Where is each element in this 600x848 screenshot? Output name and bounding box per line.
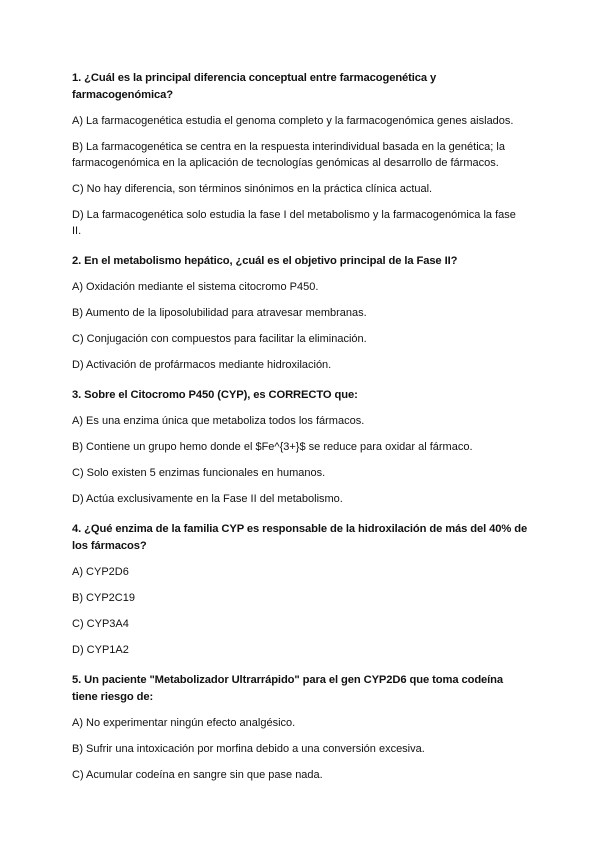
- answer-option: B) Sufrir una intoxicación por morfina debido a una conversión excesiva.: [72, 743, 425, 755]
- question-title: 5. Un paciente "Metabolizador Ultrarrápido" para el gen CYP2D6 que toma codeína tiene riesgo de:: [72, 674, 504, 703]
- answer-option: B) Aumento de la liposolubilidad para atravesar membranas.: [72, 307, 367, 319]
- document-page: [72, 70, 528, 797]
- question-4: [72, 521, 528, 658]
- question-title: 1. ¿Cuál es la principal diferencia conceptual entre farmacogenética y farmacogenómica?: [72, 72, 437, 101]
- question-title: 2. En el metabolismo hepático, ¿cuál es el objetivo principal de la Fase II?: [72, 255, 458, 267]
- answer-option: D) La farmacogenética solo estudia la fase I del metabolismo y la farmacogenómica la fase II.: [72, 209, 516, 237]
- answer-option: D) CYP1A2: [72, 644, 129, 656]
- question-title: 4. ¿Qué enzima de la familia CYP es responsable de la hidroxilación de más del 40% de los fármacos?: [72, 523, 528, 552]
- question-title: 3. Sobre el Citocromo P450 (CYP), es CORRECTO que:: [72, 389, 358, 401]
- answer-option: C) No hay diferencia, son términos sinónimos en la práctica clínica actual.: [72, 183, 433, 195]
- question-5: [72, 672, 528, 783]
- answer-option: D) Actúa exclusivamente en la Fase II del metabolismo.: [72, 493, 343, 505]
- answer-option: C) CYP3A4: [72, 618, 129, 630]
- question-2: [72, 253, 528, 373]
- answer-option: C) Solo existen 5 enzimas funcionales en humanos.: [72, 467, 326, 479]
- answer-option: B) CYP2C19: [72, 592, 135, 604]
- question-3: [72, 387, 528, 507]
- answer-option: B) La farmacogenética se centra en la respuesta interindividual basada en la genética; la farmacogenómica en la aplicación de tecnologías genómicas al desarrollo de fármacos.: [72, 141, 505, 169]
- answer-option: A) Oxidación mediante el sistema citocromo P450.: [72, 281, 319, 293]
- answer-option: A) CYP2D6: [72, 566, 129, 578]
- answer-option: D) Activación de profármacos mediante hidroxilación.: [72, 359, 332, 371]
- answer-option: C) Acumular codeína en sangre sin que pase nada.: [72, 769, 323, 781]
- answer-option: A) No experimentar ningún efecto analgésico.: [72, 717, 296, 729]
- answer-option: A) La farmacogenética estudia el genoma completo y la farmacogenómica genes aislados.: [72, 115, 514, 127]
- question-1: [72, 70, 528, 239]
- answer-option: B) Contiene un grupo hemo donde el $Fe^{3+}$ se reduce para oxidar al fármaco.: [72, 441, 473, 453]
- answer-option: C) Conjugación con compuestos para facilitar la eliminación.: [72, 333, 367, 345]
- answer-option: A) Es una enzima única que metaboliza todos los fármacos.: [72, 415, 365, 427]
